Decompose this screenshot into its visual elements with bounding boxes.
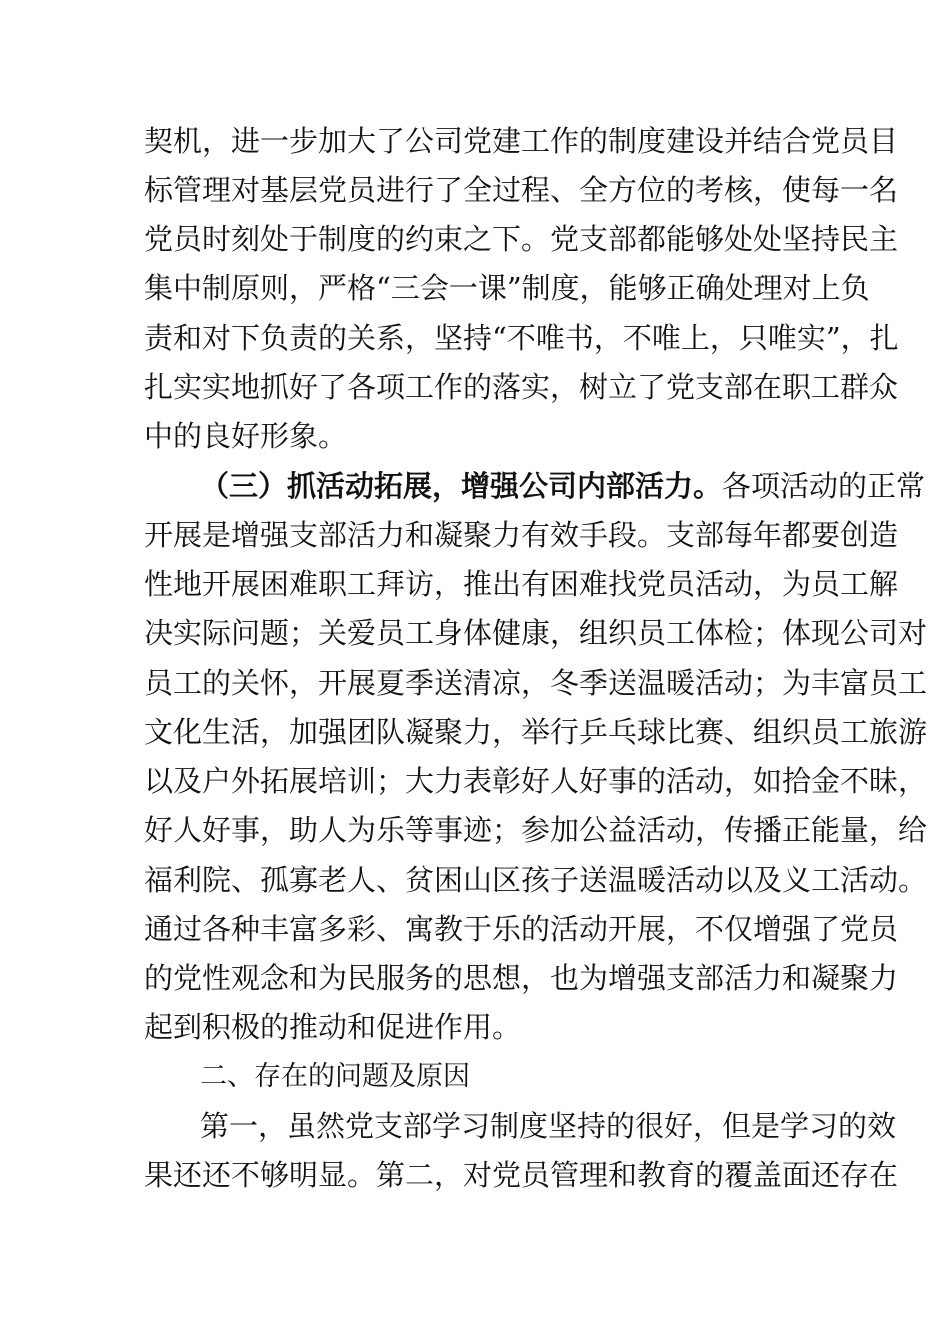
paragraph-line: 通过各种丰富多彩、寓教于乐的活动开展，不仅增强了党员 — [144, 912, 899, 946]
paragraph-line: 以及户外拓展培训；大力表彰好人好事的活动，如拾金不昧， — [144, 764, 928, 798]
paragraph-line: 契机，进一步加大了公司党建工作的制度建设并结合党员目 — [144, 124, 899, 158]
paragraph-line: 责和对下负责的关系，坚持“不唯书，不唯上，只唯实”，扎 — [144, 321, 899, 355]
paragraph-line: 开展是增强支部活力和凝聚力有效手段。支部每年都要创造 — [144, 518, 899, 552]
paragraph-line: 中的良好形象。 — [144, 419, 348, 453]
paragraph-line: 的党性观念和为民服务的思想，也为增强支部活力和凝聚力 — [144, 961, 899, 995]
section-three-first-line — [200, 466, 926, 506]
paragraph-line: 决实际问题；关爱员工身体健康，组织员工体检；体现公司对 — [144, 616, 928, 650]
paragraph-line: 集中制原则，严格“三会一课”制度，能够正确处理对上负 — [144, 271, 870, 305]
paragraph-line: 福利院、孤寡老人、贫困山区孩子送温暖活动以及义工活动。 — [144, 863, 928, 897]
section-three-first-line-text: 各项活动的正常 — [722, 469, 926, 503]
section-three-heading: （三）抓活动拓展，增强公司内部活力。 — [200, 469, 723, 503]
section-two-heading: 二、存在的问题及原因 — [200, 1061, 470, 1092]
paragraph-line: 扎实实地抓好了各项工作的落实，树立了党支部在职工群众 — [144, 370, 899, 404]
paragraph-line: 第一，虽然党支部学习制度坚持的很好，但是学习的效 — [200, 1109, 897, 1143]
paragraph-line: 性地开展困难职工拜访，推出有困难找党员活动，为员工解 — [144, 567, 899, 601]
paragraph-line: 好人好事，助人为乐等事迹；参加公益活动，传播正能量，给 — [144, 813, 928, 847]
paragraph-line: 标管理对基层党员进行了全过程、全方位的考核，使每一名 — [144, 173, 899, 207]
paragraph-line: 起到积极的推动和促进作用。 — [144, 1010, 522, 1044]
paragraph-line: 果还还不够明显。第二，对党员管理和教育的覆盖面还存在 — [144, 1158, 899, 1192]
paragraph-line: 员工的关怀，开展夏季送清凉，冬季送温暖活动；为丰富员工 — [144, 666, 928, 700]
paragraph-line: 文化生活，加强团队凝聚力，举行乒乓球比赛、组织员工旅游 — [144, 715, 928, 749]
paragraph-line: 党员时刻处于制度的约束之下。党支部都能够处处坚持民主 — [144, 222, 899, 256]
